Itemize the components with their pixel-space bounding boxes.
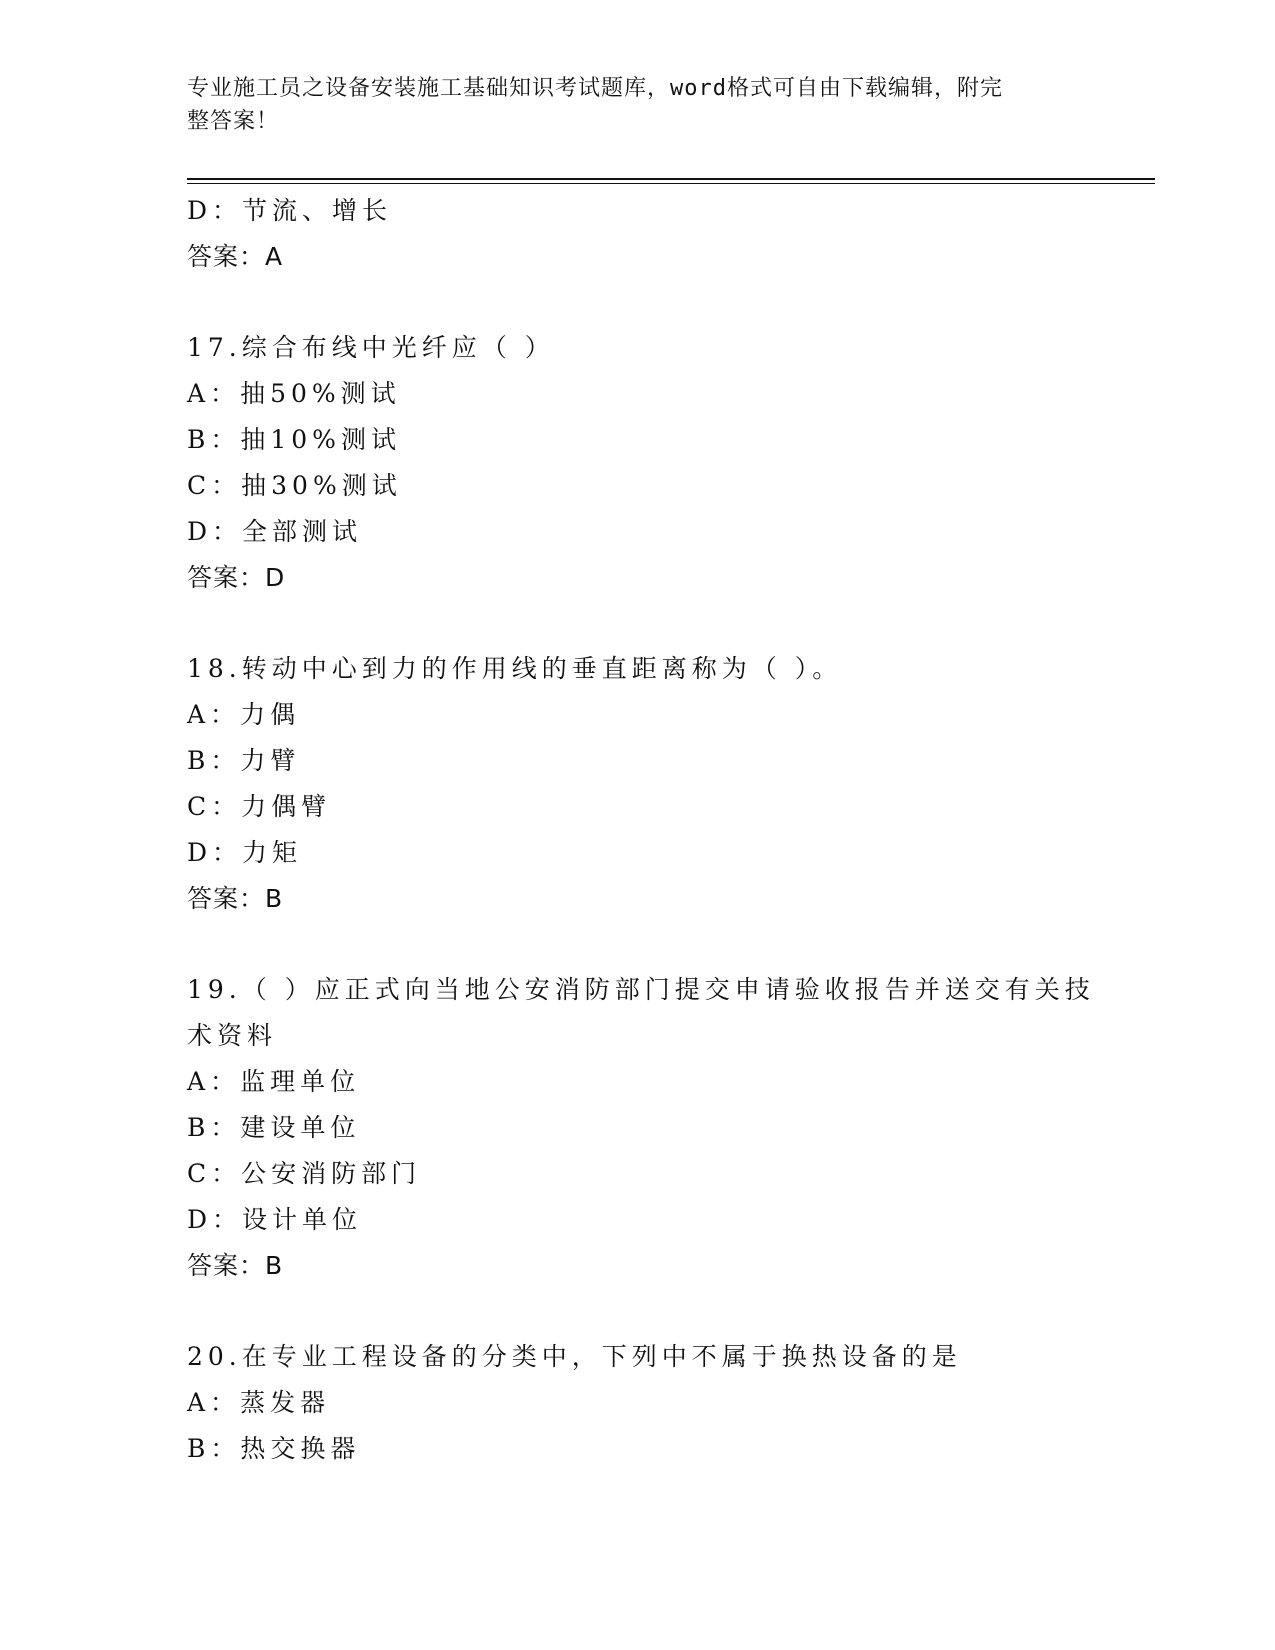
answer-value: A: [265, 242, 284, 271]
question-stem: [187, 967, 1095, 1013]
spacer: [187, 601, 1087, 646]
answer-value: D: [265, 563, 286, 592]
document-header: [187, 72, 1087, 138]
option-a: [187, 692, 1087, 738]
question-text-line-1: （ ）应正式向当地公安消防部门提交申请验收报告并送交有关技: [241, 975, 1095, 1004]
option-d: [187, 830, 1087, 876]
spacer: [187, 280, 1087, 325]
answer-label: 答案：: [187, 242, 266, 271]
spacer: [187, 922, 1087, 967]
question-text: 综合布线中光纤应（ ）: [241, 333, 555, 362]
option-letter: A：: [187, 700, 241, 729]
answer-value: B: [265, 1251, 284, 1280]
question-block-partial: [187, 188, 1087, 280]
option-b: [187, 1426, 1087, 1472]
option-text: 全部测试: [242, 517, 363, 546]
option-letter: A：: [187, 379, 241, 408]
option-text: 节流、增长: [242, 196, 393, 225]
question-stem: [187, 325, 1087, 371]
option-letter: D：: [187, 196, 243, 225]
answer-line: [187, 876, 1087, 922]
header-title-line-2: 整答案！: [187, 109, 280, 134]
option-letter: A：: [187, 1388, 241, 1417]
option-c: [187, 1151, 1087, 1197]
option-text: 热交换器: [240, 1434, 361, 1463]
option-letter: C：: [187, 792, 242, 821]
option-c: [187, 463, 1087, 509]
option-letter: D：: [187, 517, 243, 546]
question-number: 20.: [187, 1342, 242, 1371]
option-d: [187, 1197, 1087, 1243]
question-number: 17.: [187, 333, 242, 362]
option-text: 力矩: [242, 838, 303, 867]
option-text: 建设单位: [240, 1113, 361, 1142]
option-a: [187, 1059, 1087, 1105]
question-text: 转动中心到力的作用线的垂直距离称为（ ）。: [241, 654, 843, 683]
option-a: [187, 371, 1087, 417]
answer-label: 答案：: [187, 1251, 266, 1280]
option-text: 抽50%测试: [240, 379, 401, 408]
option-c: [187, 784, 1087, 830]
option-text: 蒸发器: [240, 1388, 331, 1417]
option-letter: D：: [187, 1205, 243, 1234]
option-letter: A：: [187, 1067, 241, 1096]
option-letter: D：: [187, 838, 243, 867]
option-letter: C：: [187, 1159, 242, 1188]
option-text: 抽10%测试: [240, 425, 401, 454]
option-text: 设计单位: [242, 1205, 363, 1234]
option-b: [187, 417, 1087, 463]
option-letter: C：: [187, 471, 242, 500]
answer-value: B: [265, 884, 284, 913]
question-stem-continued: [187, 1013, 1087, 1059]
header-title-line-1: 专业施工员之设备安装施工基础知识考试题库，word格式可自由下载编辑，附完: [187, 76, 1003, 101]
option-b: [187, 738, 1087, 784]
option-letter: B：: [187, 425, 241, 454]
option-text: 公安消防部门: [241, 1159, 422, 1188]
option-a: [187, 1380, 1087, 1426]
option-b: [187, 1105, 1087, 1151]
question-text: 在专业工程设备的分类中，下列中不属于换热设备的是: [241, 1342, 962, 1371]
header-divider-thin: [187, 183, 1155, 184]
answer-line: [187, 234, 1087, 280]
question-text-line-2: 术资料: [187, 1021, 278, 1050]
question-list: [187, 188, 1095, 1472]
question-number: 18.: [187, 654, 242, 683]
option-text: 力偶臂: [241, 792, 332, 821]
question-block-20: [187, 1334, 1087, 1472]
option-text: 监理单位: [240, 1067, 361, 1096]
answer-label: 答案：: [187, 563, 266, 592]
answer-line: [187, 1243, 1087, 1289]
question-block-17: [187, 325, 1087, 601]
question-stem: [187, 646, 1087, 692]
option-text: 抽30%测试: [241, 471, 402, 500]
question-block-18: [187, 646, 1087, 922]
answer-line: [187, 555, 1087, 601]
question-block-19: [187, 967, 1095, 1289]
option-letter: B：: [187, 1113, 241, 1142]
spacer: [187, 1289, 1087, 1334]
option-text: 力臂: [240, 746, 301, 775]
question-number: 19.: [187, 975, 242, 1004]
option-text: 力偶: [240, 700, 301, 729]
question-stem: [187, 1334, 1087, 1380]
answer-label: 答案：: [187, 884, 266, 913]
header-divider-thick: [187, 178, 1155, 180]
option-d: [187, 188, 1087, 234]
option-letter: B：: [187, 1434, 241, 1463]
option-letter: B：: [187, 746, 241, 775]
option-d: [187, 509, 1087, 555]
